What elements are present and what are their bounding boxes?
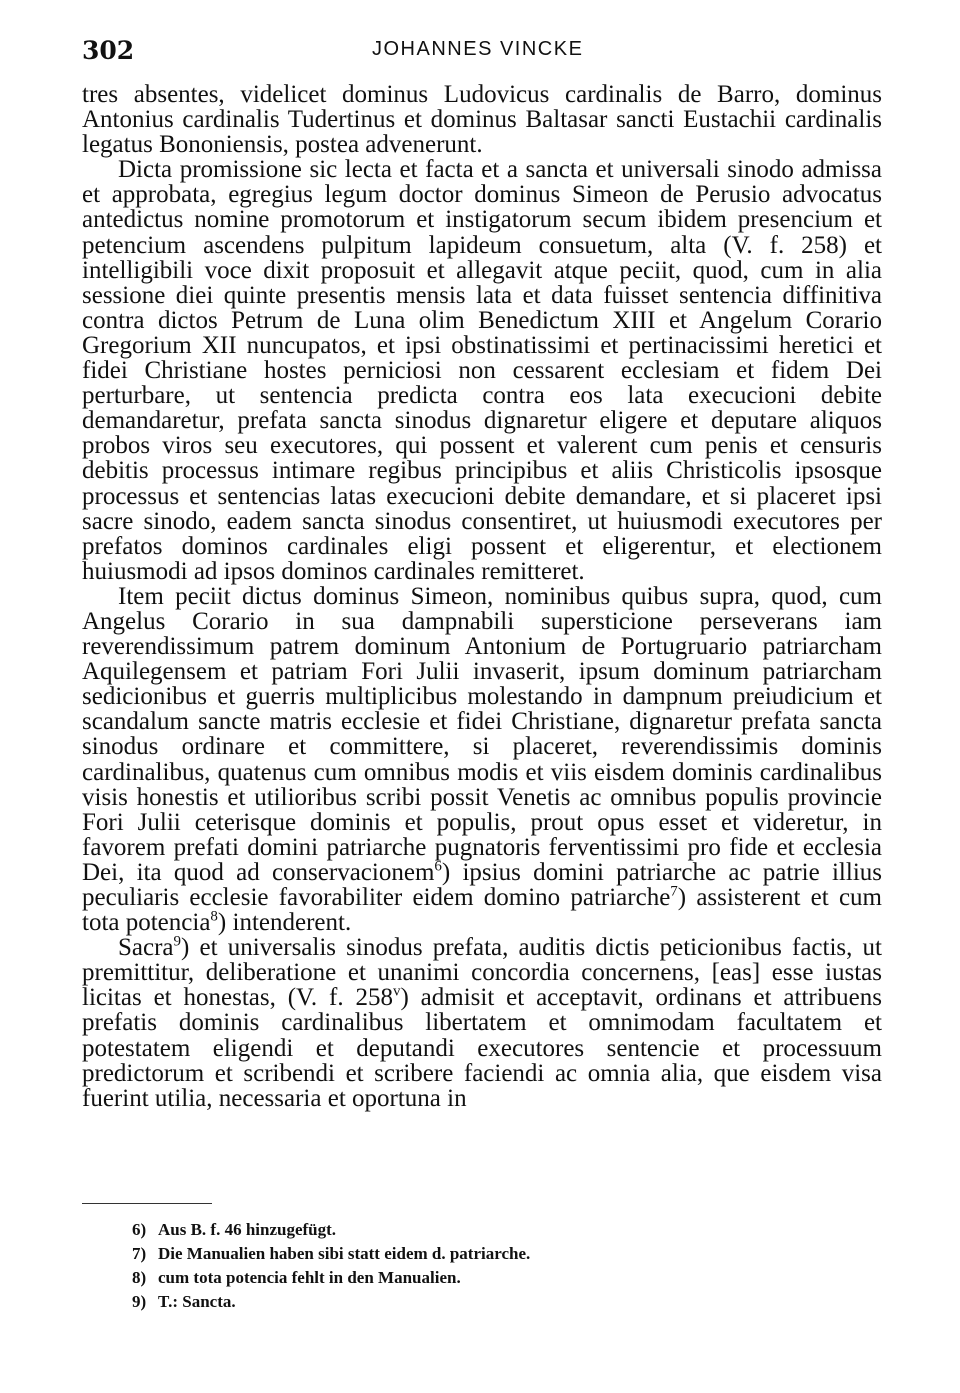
body-text [82,82,882,1111]
running-head: JOHANNES VINCKE [372,38,584,60]
page-header [82,36,882,76]
paragraph-3 [82,584,882,935]
footnote-8 [132,1268,530,1292]
paragraph-text: ) et universalis sinodus prefata, auditis dictis peticionibus factis, ut premittitur, deliberatione et unanimi concordia concernens, [eas] esse iustas licitas et honestas, (V. f. 258 [82,934,882,1012]
footnote-7 [132,1244,530,1268]
paragraph-text: ) assisterent et cum tota potencia [82,884,882,937]
footnote-rule [82,1203,212,1204]
paragraph-text: ) intenderent. [217,909,352,937]
paragraph-text: Item peciit dictus dominus Simeon, nominibus quibus supra, quod, cum Angelus Corario in sua dampnabili supersticione perseverans iam reverendissimum patrem dominum Antonium de Portugruario patriarcham Aquilegensem et patriam Fori Julii invaserit, ipsum dominum patriarcham sedicionibus et guerris multiplicibus molestando in dampnum preiudicium et scandalum sancte matris ecclesie et fidei Christiane, dignaretur prefata sancta sinodus ordinare et committere, si placeret, reverendissimis dominis cardinalibus, quatenus cum omnibus modis et viis eisdem dominis cardinalibus visis honestis et utilioribus scribi possit Venetis ac omnibus populis provincie Fori Julii ceterisque dominis et populis, prout opus esset et videretur, in favorem prefati domini patriarche pugnatoris ferventissimi pro fide et ecclesia Dei, ita quod ad conservacionem [82,582,882,886]
paragraph-text: ) ipsius domini patriarche ac patrie illius peculiaris ecclesie favorabiliter eidem domino patriarche [82,858,882,911]
footnote-6 [132,1220,530,1244]
paragraph-text: Dicta promissione sic lecta et facta et a sancta et universali sinodo admissa et approbata, egregius legum doctor dominus Simeon de Perusio advocatus antedictus nomine promotorum et instigatorum secum ibidem presencium et petencium ascendens pulpitum lapideum consuetum, alta (V. f. 258) et intelligibili voce dixit proposuit et allegavit atque peciit, quod, cum in alia sessione diei quinte presentis mensis lata et data fuisset sentencia diffinitiva contra dictos Petrum de Luna olim Benedictum XIII et Angelum Corario Gregorium XII nuncupatos, et ipsi obstinatissimi et pertinacissimi heretici et fidei Christiane hostes perniciosi non cessarent ecclesiam et fidem Dei perturbare, ut sentencia predicta contra eos lata execucioni debite demandaretur, prefata sancta sinodus dignaretur eligere et deputare aliquos probos viros seu executores, qui possent et valerent cum penis et censuris debitis processus intimare regibus principibus et aliis Christicolis ipsosque processus et sentencias latas execucioni debite demandare, et si placeret ipsi sacre sinodo, eadem sancta sinodus consentiret, ut huiusmodi executores per prefatos dominos cardinales eligi possent et eligerentur, et electionem huiusmodi ad ipsos dominos cardinales remitteret. [82,156,882,585]
folio-verso-mark: v [392,984,401,1001]
footnote-text: T.: Sancta. [158,1292,236,1311]
page-number: 302 [82,36,135,65]
footnote-ref-6: 6 [434,858,442,875]
paragraph-2 [82,157,882,584]
footnote-number: 9) [132,1292,147,1311]
paragraph-text: tres absentes, videlicet dominus Ludovicus cardinalis de Barro, dominus Antonius cardinalis Tudertinus et dominus Baltasar sancti Eustachii cardinalis legatus Bononiensis, postea advenerunt. [82,81,882,159]
paragraph-4 [82,935,882,1111]
footnote-9 [132,1292,530,1316]
footnote-ref-7: 7 [670,883,678,900]
footnote-ref-9: 9 [173,933,182,950]
footnote-text: cum tota potencia fehlt in den Manualien. [158,1268,461,1287]
footnote-ref-8: 8 [210,908,218,925]
footnote-number: 6) [132,1220,147,1239]
paragraph-text: Sacra [118,934,174,962]
footnote-text: Die Manualien haben sibi statt eidem d. patriarche. [158,1244,531,1263]
paragraph-1 [82,82,882,157]
footnotes [132,1220,530,1316]
paragraph-text: ) admisit et acceptavit, ordinans et attribuens prefatis dominis cardinalibus libertatem et omnimodam facultatem et potestatem eligendi et deputandi executores sentencie et processuum predictorum et scribendi et scribere faciendi ac omnia alia, que eisdem visa fuerint utilia, necessaria et oportuna in [82,984,882,1112]
footnote-number: 7) [132,1244,147,1263]
footnote-number: 8) [132,1268,147,1287]
footnote-text: Aus B. f. 46 hinzugefügt. [158,1220,337,1239]
